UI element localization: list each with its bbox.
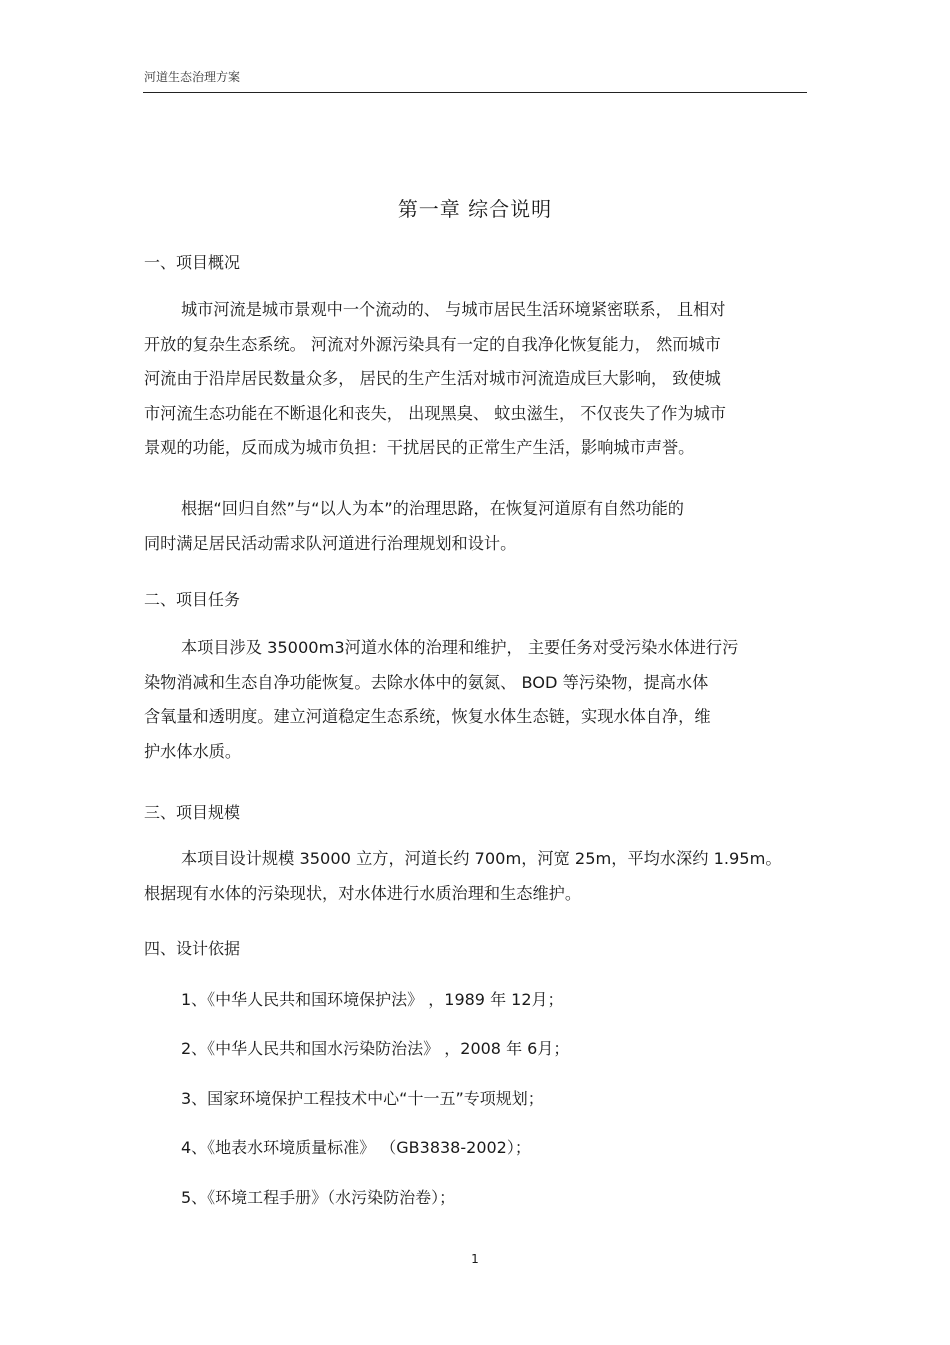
text-line: 城市河流是城市景观中一个流动的、 与城市居民生活环境紧密联系， 且相对 <box>181 300 726 319</box>
text-line: 河流由于沿岸居民数量众多， 居民的生产生活对城市河流造成巨大影响， 致使城 <box>144 369 721 388</box>
header-rule <box>143 92 807 93</box>
section-heading-basis: 四、设计依据 <box>144 939 241 958</box>
text-line: 市河流生态功能在不断退化和丧失， 出现黑臭、 蚊虫滋生， 不仅丧失了作为城市 <box>144 403 726 423</box>
page-number: 1 <box>471 1252 479 1266</box>
text-line: 同时满足居民活动需求队河道进行治理规划和设计。 <box>144 533 517 553</box>
section-heading-scale: 三、项目规模 <box>144 803 241 822</box>
text-line: 开放的复杂生态系统。 河流对外源污染具有一定的自我净化恢复能力， 然而城市 <box>144 334 721 354</box>
text-line: 根据现有水体的污染现状，对水体进行水质治理和生态维护。 <box>144 883 582 903</box>
reference-item: 1、《中华人民共和国环境保护法》 ，1989 年 12月； <box>181 990 564 1009</box>
text-line: 护水体水质。 <box>144 741 242 761</box>
text-line: 景观的功能，反而成为城市负担：干扰居民的正常生产生活，影响城市声誉。 <box>144 438 695 457</box>
section-heading-tasks: 二、项目任务 <box>144 590 241 609</box>
text-line: 根据“回归自然”与“以人为本”的治理思路，在恢复河道原有自然功能的 <box>181 499 684 518</box>
text-line: 染物消减和生态自净功能恢复。去除水体中的氨氮、 BOD 等污染物，提高水体 <box>144 672 709 692</box>
section-heading-overview: 一、项目概况 <box>144 253 241 272</box>
chapter-title: 第一章 综合说明 <box>397 197 553 221</box>
paragraph-tasks <box>144 631 810 769</box>
reference-item: 3、国家环境保护工程技术中心“十一五”专项规划； <box>181 1089 544 1108</box>
reference-item: 4、《地表水环境质量标准》 （GB3838-2002）； <box>181 1138 531 1157</box>
text-line: 本项目涉及 35000m3河道水体的治理和维护， 主要任务对受污染水体进行污 <box>181 638 739 657</box>
text-line: 本项目设计规模 35000 立方，河道长约 700m，河宽 25m，平均水深约 1.95m。 <box>181 849 782 868</box>
reference-item: 5、《环境工程手册》（水污染防治卷）； <box>181 1188 456 1207</box>
running-header: 河道生态治理方案 <box>144 70 241 84</box>
paragraph-overview-1 <box>144 293 810 466</box>
paragraph-scale <box>144 842 810 911</box>
paragraph-overview-2 <box>144 492 810 561</box>
reference-item: 2、《中华人民共和国水污染防治法》 ，2008 年 6月； <box>181 1039 570 1058</box>
text-line: 含氧量和透明度。建立河道稳定生态系统，恢复水体生态链，实现水体自净，维 <box>144 707 711 726</box>
